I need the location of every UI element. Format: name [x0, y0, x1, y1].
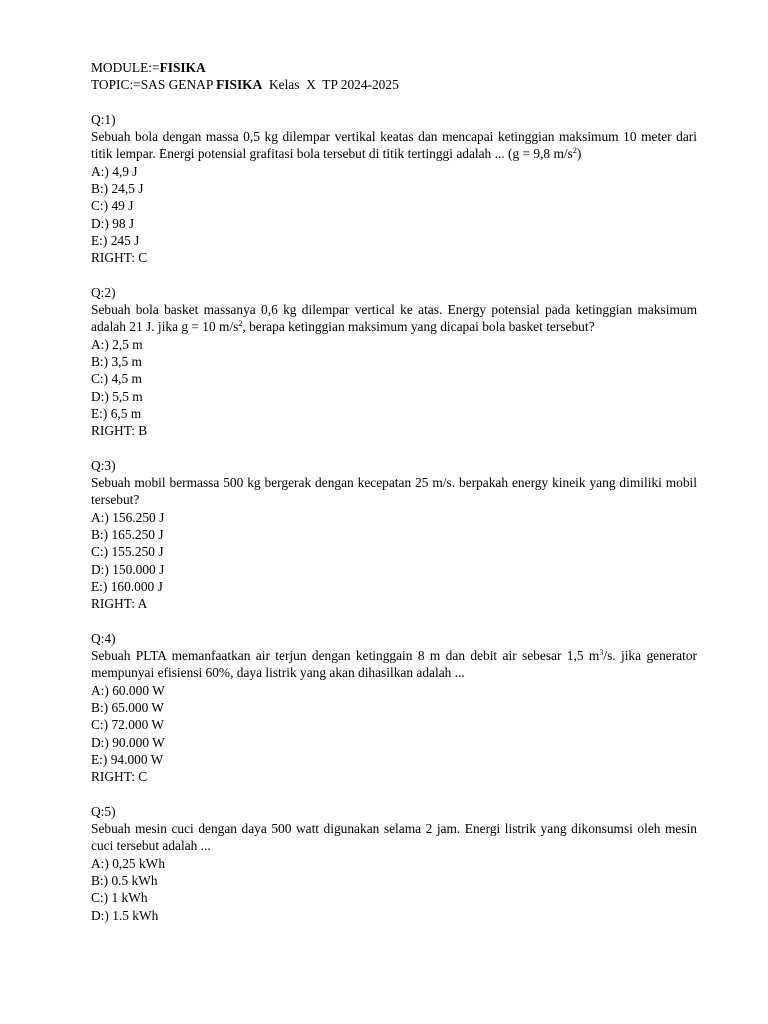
spacer: [91, 267, 697, 284]
answer-line: RIGHT: C: [91, 769, 148, 785]
question-text: [91, 128, 697, 163]
option-a: A:) 0,25 kWh: [91, 855, 166, 871]
option-c: C:) 1 kWh: [91, 890, 148, 906]
question-text: [91, 474, 697, 509]
option-d: D:) 5,5 m: [91, 388, 143, 404]
question-block: [91, 630, 697, 786]
option-c: C:) 72.000 W: [91, 717, 165, 733]
answer-line: RIGHT: A: [91, 596, 148, 612]
option-d: D:) 98 J: [91, 215, 135, 231]
spacer: [91, 785, 697, 802]
option-c: C:) 49 J: [91, 198, 134, 214]
module-prefix: MODULE:=: [91, 60, 160, 75]
question-text: [91, 301, 697, 336]
answer-line: RIGHT: C: [91, 250, 148, 266]
option-b: B:) 165.250 J: [91, 527, 164, 543]
question-block: [91, 457, 697, 613]
option-d: D:) 150.000 J: [91, 561, 165, 577]
option-e: E:) 6,5 m: [91, 405, 142, 421]
question-text-part: ): [576, 146, 582, 162]
topic-suffix: Kelas X TP 2024-2025: [262, 77, 399, 93]
option-c: C:) 4,5 m: [91, 371, 142, 387]
document-page: [91, 59, 697, 924]
topic-bold: FISIKA: [216, 77, 263, 93]
option-b: B:) 65.000 W: [91, 699, 165, 715]
superscript: 2: [572, 146, 577, 156]
question-block: [91, 803, 697, 924]
superscript: 2: [238, 319, 243, 329]
option-b: B:) 24,5 J: [91, 181, 144, 197]
question-label: Q:1): [91, 111, 116, 127]
option-e: E:) 245 J: [91, 232, 140, 248]
topic-line: [91, 76, 697, 93]
spacer: [91, 440, 697, 457]
question-label: Q:2): [91, 284, 116, 300]
question-text-part: /s. jika generator mempunyai efisiensi 60%, daya listrik yang akan dihasilkan adalah ...: [91, 648, 698, 681]
question-text-part: Sebuah bola basket massanya 0,6 kg dilempar vertical ke atas. Energy potensial pada ketinggian maksimum adalah 21 J. jika g = 10 m/s: [91, 302, 697, 335]
topic-prefix: TOPIC:=SAS GENAP: [91, 77, 217, 93]
question-label: Q:3): [91, 457, 116, 473]
question-text: [91, 820, 697, 855]
option-e: E:) 160.000 J: [91, 578, 163, 594]
option-e: E:) 94.000 W: [91, 751, 164, 767]
question-block: [91, 284, 697, 440]
option-b: B:) 0.5 kWh: [91, 872, 158, 888]
question-text-part: Sebuah PLTA memanfaatkan air terjun dengan ketinggain 8 m dan debit air sebesar 1,5 m: [91, 648, 600, 664]
question-label: Q:5): [91, 803, 116, 819]
spacer: [91, 94, 697, 111]
question-text-part: , berapa ketinggian maksimum yang dicapai bola basket tersebut?: [242, 319, 595, 335]
option-a: A:) 156.250 J: [91, 509, 165, 525]
question-text-part: Sebuah mobil bermassa 500 kg bergerak dengan kecepatan 25 m/s. berpakah energy kineik yang dimiliki mobil tersebut?: [91, 475, 697, 508]
option-d: D:) 90.000 W: [91, 734, 165, 750]
option-d: D:) 1.5 kWh: [91, 907, 159, 923]
option-c: C:) 155.250 J: [91, 544, 164, 560]
module-line: [91, 59, 697, 76]
answer-line: RIGHT: B: [91, 423, 148, 439]
option-a: A:) 4,9 J: [91, 163, 138, 179]
question-text-part: Sebuah bola dengan massa 0,5 kg dilempar vertikal keatas dan mencapai ketinggian maksimum 10 meter dari titik lempar. Energi potensial grafitasi bola tersebut di titik tertinggi adalah ... (g = 9,8 m/s: [91, 129, 697, 162]
option-a: A:) 60.000 W: [91, 682, 165, 698]
question-label: Q:4): [91, 630, 116, 646]
question-block: [91, 111, 697, 267]
spacer: [91, 613, 697, 630]
option-b: B:) 3,5 m: [91, 354, 142, 370]
superscript: 3: [599, 648, 604, 658]
option-a: A:) 2,5 m: [91, 336, 143, 352]
question-text-part: Sebuah mesin cuci dengan daya 500 watt digunakan selama 2 jam. Energi listrik yang dikonsumsi oleh mesin cuci tersebut adalah ...: [91, 821, 697, 854]
question-text: [91, 647, 697, 682]
module-value: FISIKA: [159, 60, 206, 75]
